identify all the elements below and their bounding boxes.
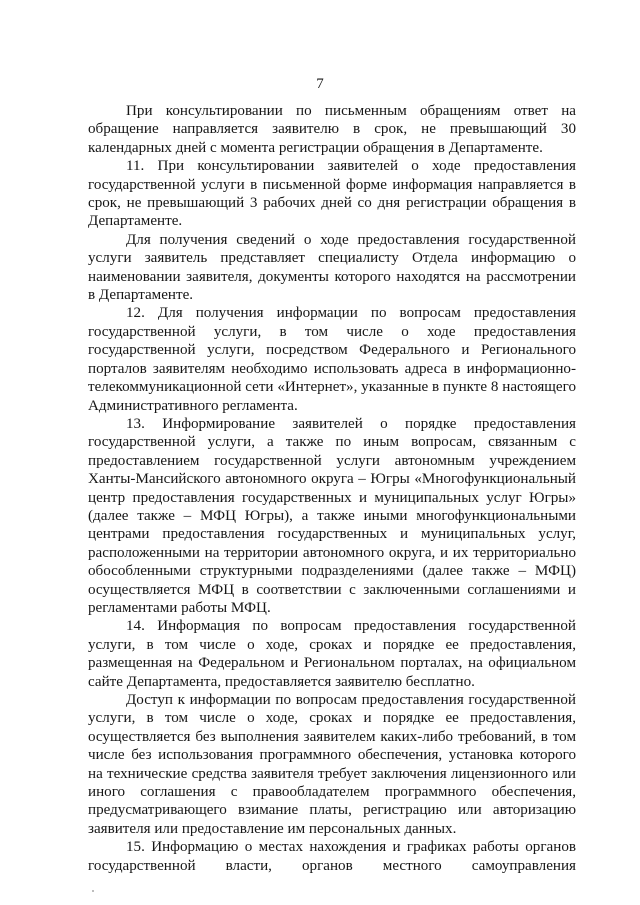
paragraph-14-free-info: 14. Информация по вопросам предоставления государственной услуги, в том числе о ходе, сроках и порядке ее предоставления, размещенная на Федеральном и Региональном порталах, на официальном сайте Департамента, предоставляется заявителю бесплатно. — [88, 618, 576, 690]
paragraph-13-mfc-informing: 13. Информирование заявителей о порядке предоставления государственной услуги, а также по иным вопросам, связанным с предоставлением государственной услуги автономным учреждением Ханты-Мансийского автономного округа – Югры «Многофункциональный центр предоставления государственных и муниципальных услуг Югры» (далее также – МФЦ Югры), а также иными многофункциональными центрами предоставления государственных и муниципальных услуг, расположенными на территории автономного округа, и их территориально обособленными структурными подразделениями (далее также – МФЦ) осуществляется МФЦ в соответствии с заключенными соглашениями и регламентами работы МФЦ. — [88, 415, 576, 616]
paragraph-15-locations: 15. Информацию о местах нахождения и графиках работы органов государственной власти, органов местного самоуправления — [88, 839, 576, 874]
document-body — [88, 102, 576, 875]
scan-dot — [92, 890, 94, 892]
paragraph-12-portals: 12. Для получения информации по вопросам предоставления государственной услуги, в том числе о ходе предоставления государственной услуги, посредством Федерального и Регионального порталов заявителям необходимо использовать адреса в информационно-телекоммуникационной сети «Интернет», указанные в пункте 8 настоящего Административного регламента. — [88, 305, 576, 414]
paragraph-written-response-deadline: При консультировании по письменным обращениям ответ на обращение направляется заявителю в срок, не превышающий 30 календарных дней с момента регистрации обращения в Департаменте. — [88, 103, 576, 156]
page-number: 7 — [316, 76, 324, 92]
paragraph-11-written-status-info: 11. При консультировании заявителей о ходе предоставления государственной услуги в письменной форме информация направляется в срок, не превышающий 3 рабочих дней со дня регистрации обращения в Департаменте. — [88, 158, 576, 230]
paragraph-access-without-requirements: Доступ к информации по вопросам предоставления государственной услуги, в том числе о ходе, сроках и порядке ее предоставления, осуществляется без выполнения заявителем каких-либо требований, в том числе без использования программного обеспечения, установка которого на технические средства заявителя требует заключения лицензионного или иного соглашения с правообладателем программного обеспечения, предусматривающего взимание платы, регистрацию или авторизацию заявителя или предоставление им персональных данных. — [88, 692, 576, 837]
paragraph-status-request: Для получения сведений о ходе предоставления государственной услуги заявитель представляет специалисту Отдела информацию о наименовании заявителя, документы которого находятся на рассмотрении в Департаменте. — [88, 231, 576, 304]
